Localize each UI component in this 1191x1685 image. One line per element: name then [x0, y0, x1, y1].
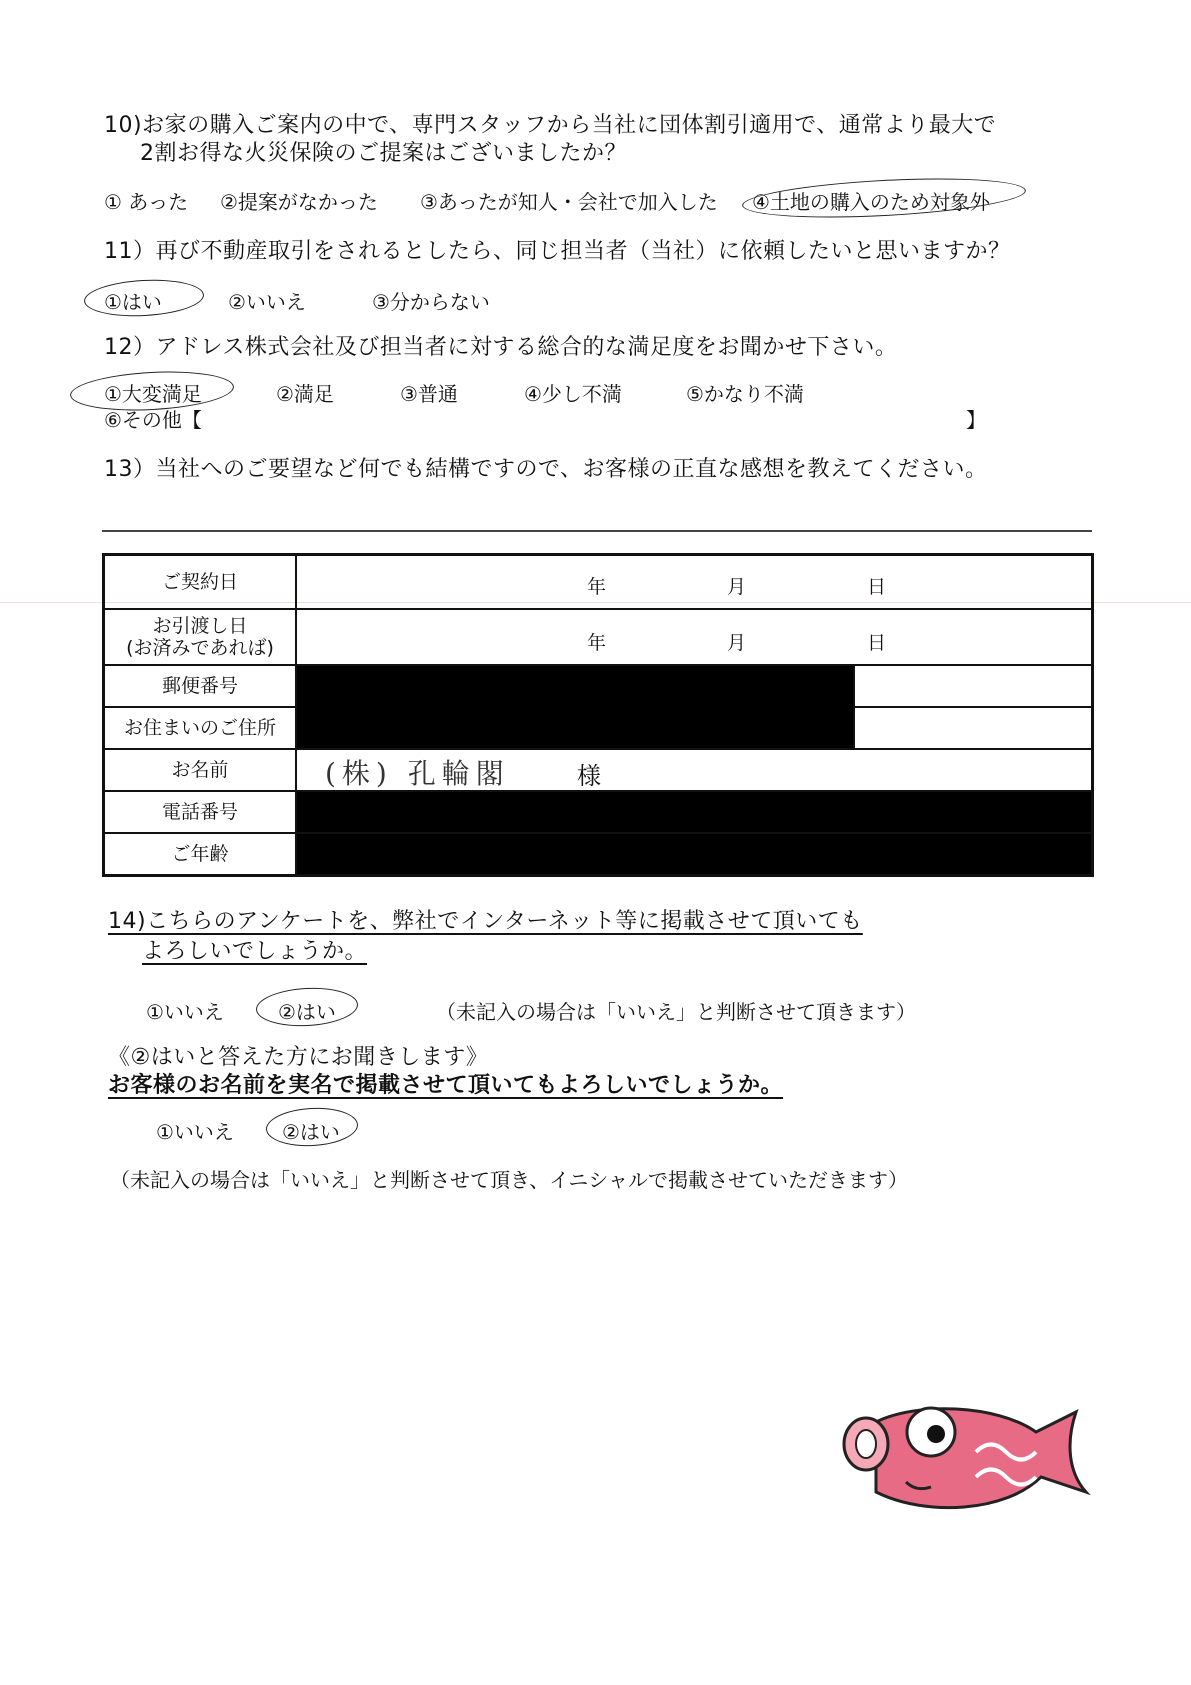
table-row	[104, 833, 1093, 876]
month-label: 月	[727, 576, 747, 598]
day-label: 日	[867, 632, 887, 654]
year-label: 年	[587, 632, 607, 654]
postal-code-field[interactable]	[854, 665, 1093, 707]
handover-date-field[interactable]	[296, 609, 1093, 665]
table-row	[104, 555, 1093, 610]
question-10-line2: 2割お得な火災保険のご提案はございましたか？	[140, 141, 627, 166]
q10-option-4[interactable]: ④土地の購入のため対象外	[752, 190, 990, 214]
handover-label-line2: (お済みであれば)	[126, 637, 274, 659]
followup-question: お客様のお名前を実名で掲載させて頂いてもよろしいでしょうか。	[108, 1073, 784, 1098]
age-label: ご年齢	[104, 833, 297, 876]
question-14-line2: よろしいでしょうか。	[142, 939, 368, 964]
contract-date-field[interactable]	[296, 555, 1093, 610]
table-row	[104, 791, 1093, 833]
q12-option-1[interactable]: ①大変満足	[104, 382, 202, 406]
q10-option-3[interactable]: ③あったが知人・会社で加入した	[420, 190, 718, 214]
phone-label: 電話番号	[104, 791, 297, 833]
q12-option-2[interactable]: ②満足	[276, 382, 334, 406]
redacted-phone	[296, 791, 1093, 833]
q12-option-3[interactable]: ③普通	[400, 382, 458, 406]
question-11: 11）再び不動産取引をされるとしたら、同じ担当者（当社）に依頼したいと思いますか？	[104, 239, 1011, 264]
table-row	[104, 665, 1093, 707]
q10-option-1[interactable]: ① あった	[104, 190, 189, 214]
q11-option-1[interactable]: ①はい	[104, 290, 162, 314]
redacted-address-block	[296, 665, 854, 749]
q12-option-5[interactable]: ⑤かなり不満	[686, 382, 804, 406]
q11-option-2[interactable]: ②いいえ	[228, 290, 306, 314]
q12-option-4[interactable]: ④少し不満	[524, 382, 622, 406]
selection-circle	[265, 1106, 359, 1149]
question-10-line1: 10)お家の購入ご案内の中で、専門スタッフから当社に団体割引適用で、通常より最大で	[104, 113, 997, 138]
table-row	[104, 749, 1093, 791]
q12-other-close-bracket: 】	[966, 408, 986, 432]
selection-circle	[741, 173, 1026, 224]
answer-line	[102, 530, 1092, 532]
followup-option-yes[interactable]: ②はい	[282, 1120, 340, 1144]
q14-note: （未記入の場合は「いいえ」と判断させて頂きます）	[436, 1000, 916, 1024]
redacted-age	[296, 833, 1093, 876]
handwritten-name: (株) 孔輪閣	[325, 757, 510, 790]
customer-info-table	[102, 553, 1094, 877]
year-label: 年	[587, 576, 607, 598]
question-12: 12）アドレス株式会社及び担当者に対する総合的な満足度をお聞かせ下さい。	[104, 335, 898, 360]
q12-option-6[interactable]: ⑥その他【	[104, 408, 202, 432]
q14-option-yes[interactable]: ②はい	[278, 1000, 336, 1024]
selection-circle	[83, 277, 205, 319]
address-label: お住まいのご住所	[104, 707, 297, 749]
name-label: お名前	[104, 749, 297, 791]
followup-note: （未記入の場合は「いいえ」と判断させて頂き、イニシャルで掲載させていただきます）	[110, 1168, 908, 1192]
postal-code-label: 郵便番号	[104, 665, 297, 707]
table-row	[104, 609, 1093, 665]
question-13: 13）当社へのご要望など何でも結構ですので、お客様の正直な感想を教えてください。	[104, 457, 988, 482]
handover-date-label	[104, 609, 297, 665]
q10-option-2[interactable]: ②提案がなかった	[220, 190, 378, 214]
selection-circle	[69, 368, 235, 415]
contract-date-label: ご契約日	[104, 555, 297, 610]
followup-heading: 《②はいと答えた方にお聞きします》	[108, 1045, 489, 1070]
question-14-line1: 14)こちらのアンケートを、弊社でインターネット等に掲載させて頂いても	[108, 909, 863, 934]
selection-circle	[255, 985, 359, 1028]
address-field[interactable]	[854, 707, 1093, 749]
followup-option-no[interactable]: ①いいえ	[156, 1120, 234, 1144]
handover-label-line1: お引渡し日	[152, 615, 248, 637]
month-label: 月	[727, 632, 747, 654]
name-field[interactable]	[296, 749, 1093, 791]
q11-option-3[interactable]: ③分からない	[372, 290, 490, 314]
day-label: 日	[867, 576, 887, 598]
fish-mascot-icon	[836, 1382, 1096, 1522]
q14-option-no[interactable]: ①いいえ	[146, 1000, 224, 1024]
name-suffix: 様	[577, 762, 601, 790]
